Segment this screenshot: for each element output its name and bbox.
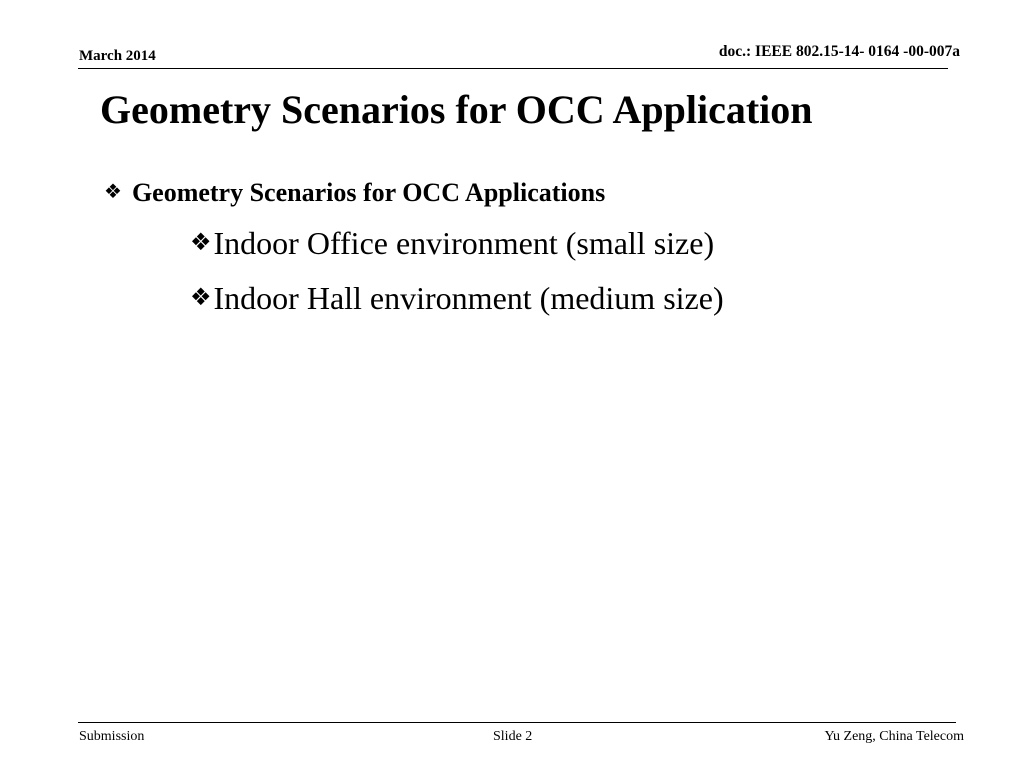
- header-divider: [78, 68, 948, 69]
- footer-author: Yu Zeng, China Telecom: [824, 729, 964, 744]
- bullet-level2-text: Indoor Hall environment (medium size): [213, 280, 724, 316]
- diamond-bullet-icon: ❖: [190, 228, 212, 256]
- bullet-level1-text: Geometry Scenarios for OCC Applications: [131, 178, 606, 207]
- bullet-level2-hall: [190, 277, 724, 318]
- diamond-bullet-icon: ❖: [104, 179, 122, 203]
- footer-divider: [78, 722, 956, 723]
- bullet-level2-text: Indoor Office environment (small size): [213, 225, 715, 261]
- diamond-bullet-icon: ❖: [190, 283, 212, 311]
- header-date: March 2014: [79, 48, 156, 64]
- slide-title: Geometry Scenarios for OCC Application: [100, 87, 813, 132]
- footer-slide-number: Slide 2: [493, 729, 533, 744]
- header-doc-id: doc.: IEEE 802.15-14- 0164 -00-007a: [718, 43, 960, 60]
- bullet-level2-office: [190, 222, 714, 263]
- bullet-level1: [104, 174, 605, 210]
- footer-submission: Submission: [79, 729, 145, 744]
